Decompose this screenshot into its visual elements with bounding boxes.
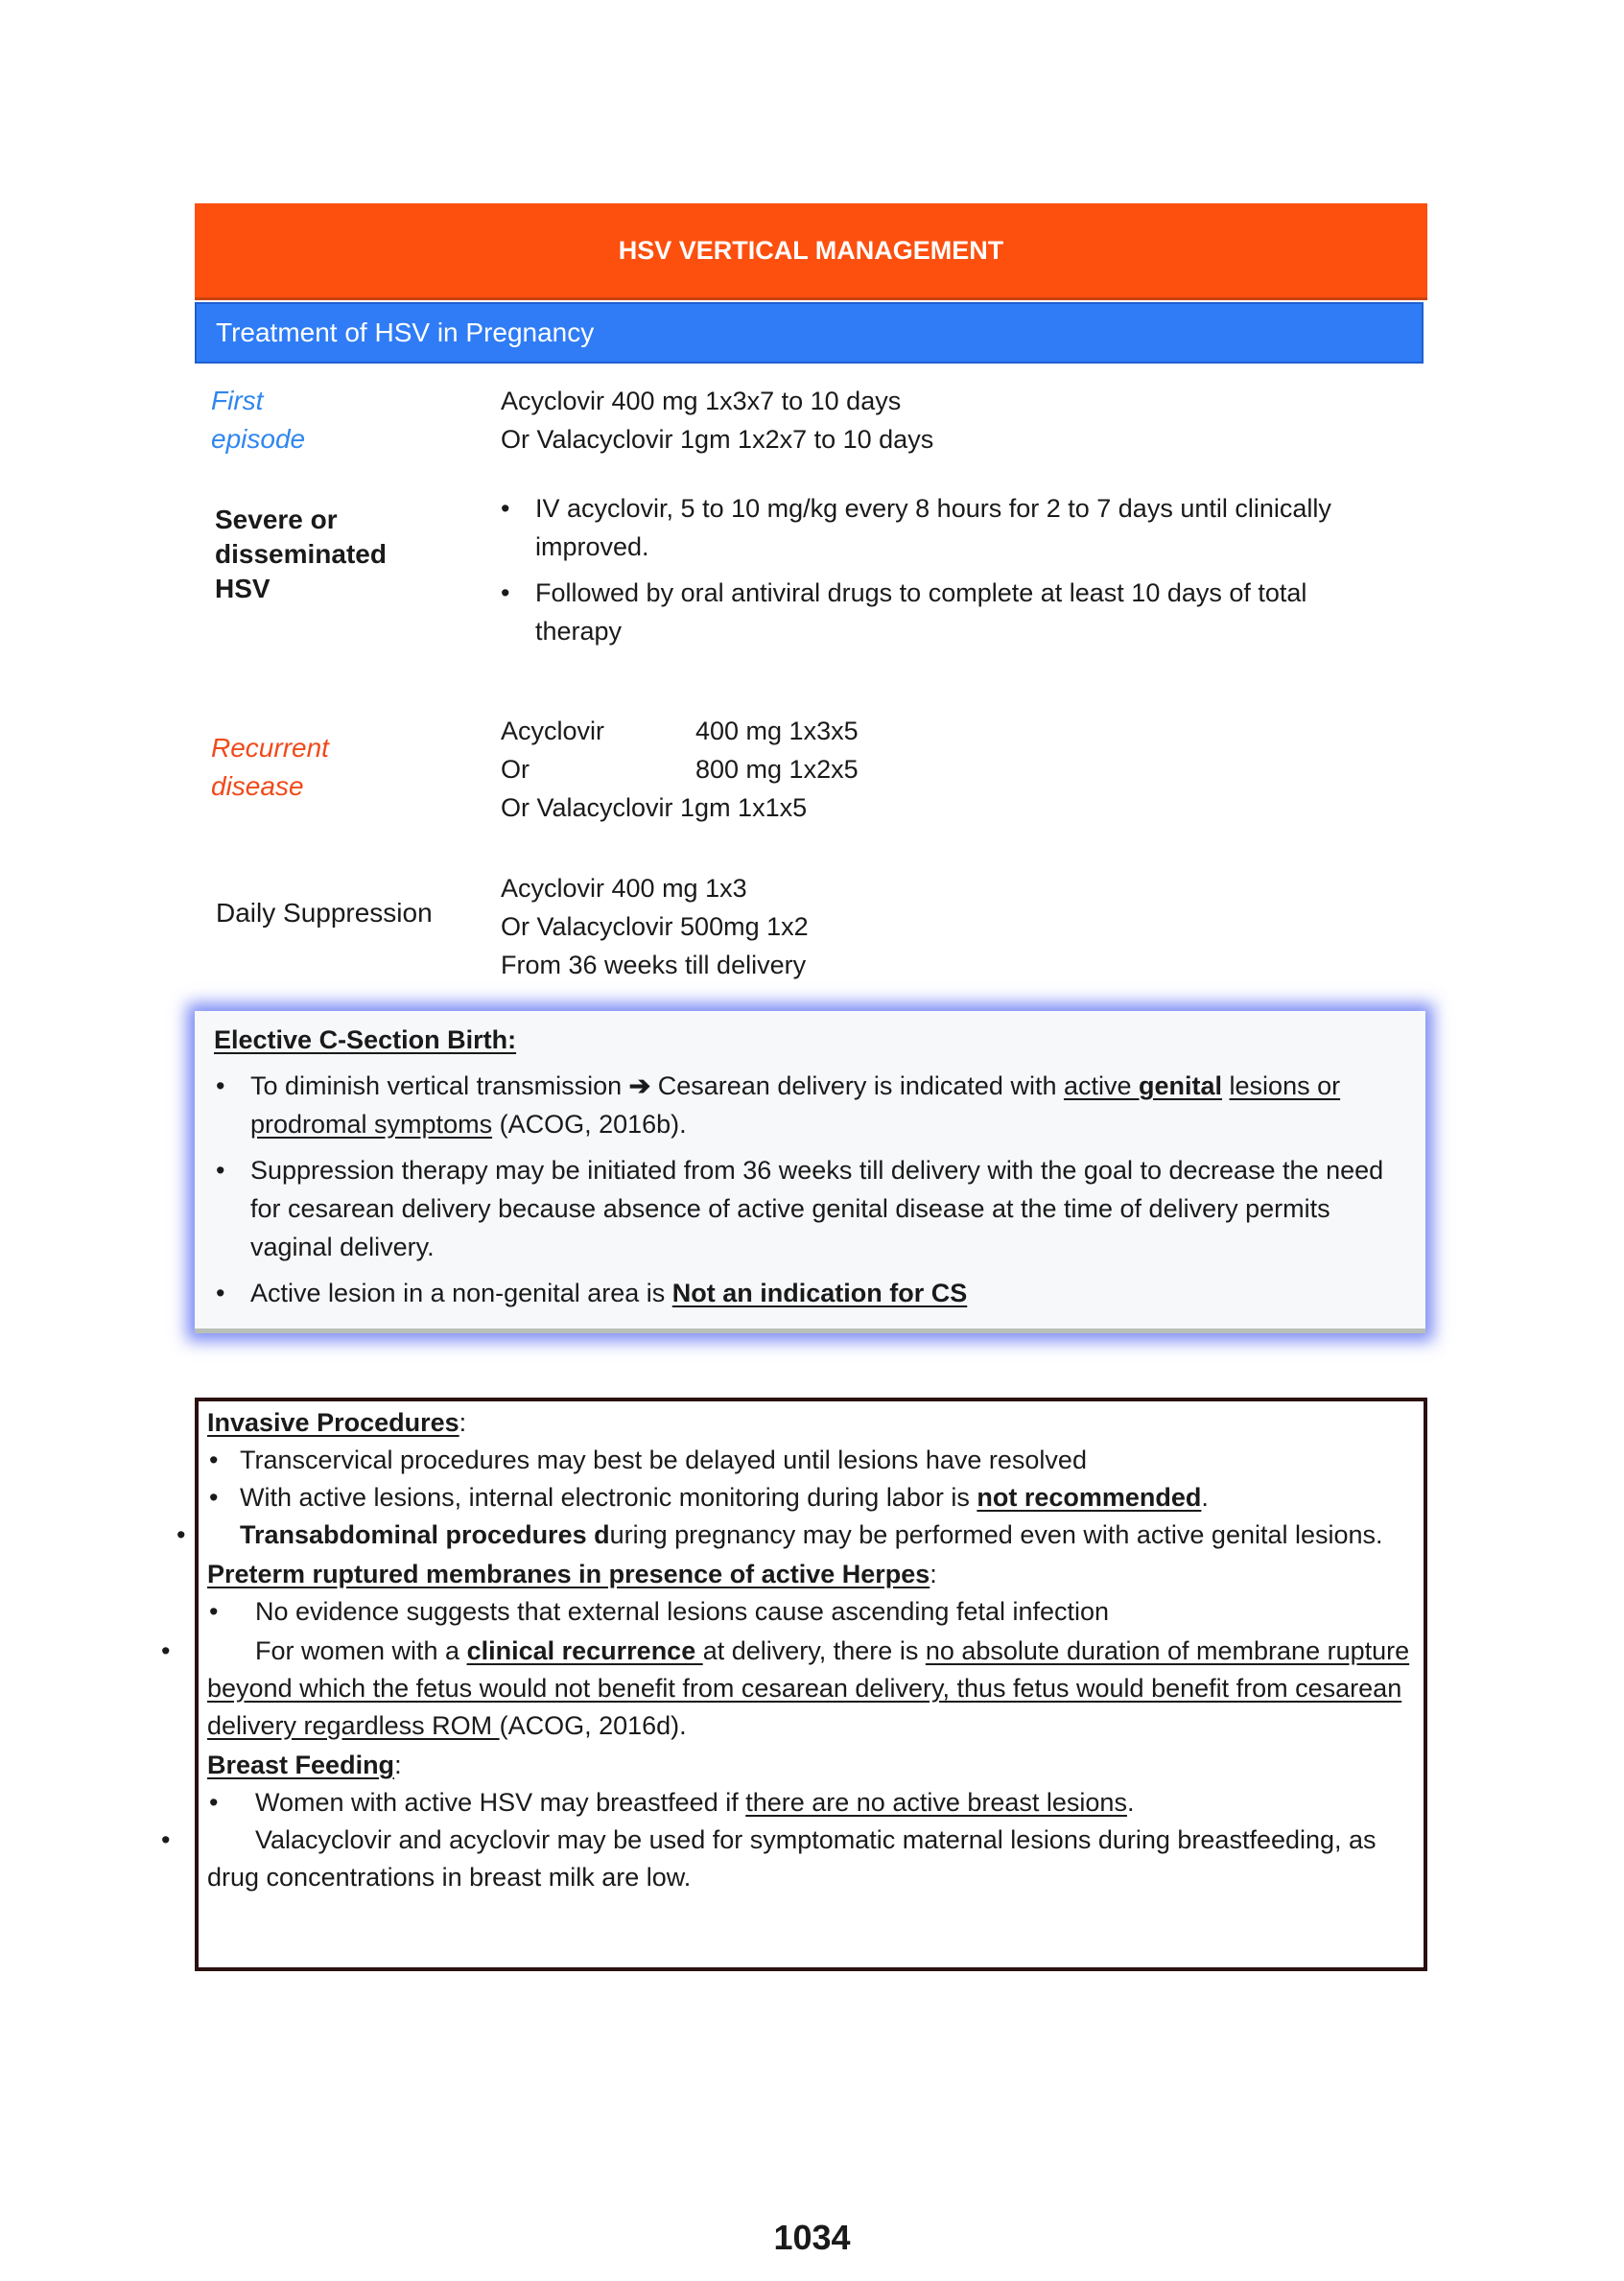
breastfeeding-title: Breast Feeding: bbox=[207, 1751, 402, 1779]
text-run: (ACOG, 2016d). bbox=[499, 1711, 687, 1740]
severe-regimen bbox=[499, 489, 1381, 650]
text-run: at delivery, there is bbox=[702, 1636, 926, 1665]
page-number: 1034 bbox=[773, 2218, 851, 2257]
regimen-line: Or Valacyclovir 500mg 1x2 bbox=[501, 912, 809, 941]
suppression-label: Daily Suppression bbox=[216, 898, 433, 928]
prom-list bbox=[207, 1593, 1415, 1631]
list-item bbox=[214, 1067, 1406, 1143]
label-line: First bbox=[211, 386, 264, 415]
invasive-list bbox=[207, 1442, 1415, 1517]
text-run: Active lesion in a non-genital area is bbox=[250, 1279, 672, 1307]
emphasized-text: lesions or prodromal symptoms bbox=[250, 1071, 1341, 1139]
arrow-right-icon: ➔ bbox=[628, 1071, 651, 1100]
breastfeeding-list bbox=[207, 1784, 1415, 1822]
list-item: • With active lesions, internal electronic monitoring during labor is not recommended. bbox=[207, 1479, 1415, 1517]
elective-csection-box bbox=[195, 1011, 1425, 1333]
suppression-regimen bbox=[501, 869, 809, 984]
label-line: disease bbox=[211, 771, 304, 801]
list-item bbox=[214, 1274, 1406, 1312]
text-run: For women with a bbox=[255, 1636, 467, 1665]
emphasized-text: Elective C-Section Birth: bbox=[214, 1025, 517, 1054]
regimen-line: From 36 weeks till delivery bbox=[501, 951, 807, 979]
text-run: • bbox=[161, 1636, 171, 1665]
first-episode-regimen bbox=[501, 382, 933, 459]
dose: 800 mg 1x2x5 bbox=[695, 755, 859, 784]
list-item: • Transcervical procedures may best be delayed until lesions have resolved bbox=[207, 1442, 1415, 1479]
emphasized-text: active bbox=[1063, 1071, 1140, 1100]
text-run: Women with active HSV may breastfeed if bbox=[255, 1788, 746, 1817]
emphasized-text: no absolute duration of membrane rupture beyond which the fetus would not benefit from cesarean delivery, thus fetus would benefit from cesarean delivery regardless ROM bbox=[207, 1636, 1410, 1740]
or-text: Or bbox=[501, 755, 530, 784]
first-episode-label bbox=[211, 382, 305, 459]
list-item bbox=[161, 1633, 1415, 1745]
text-run: Valacyclovir and acyclovir may be used for symptomatic maternal lesions during breastfeeding, as drug concentrations in breast milk are low. bbox=[207, 1825, 1377, 1892]
emphasized-text: genital bbox=[1139, 1071, 1223, 1100]
text-run: • bbox=[161, 1825, 171, 1854]
list-item: • IV acyclovir, 5 to 10 mg/kg every 8 hours for 2 to 7 days until clinically improved. bbox=[499, 489, 1381, 566]
section-subheader: Treatment of HSV in Pregnancy bbox=[195, 302, 1424, 364]
prom-title: Preterm ruptured membranes in presence of active Herpes: bbox=[207, 1560, 937, 1588]
list-item: • No evidence suggests that external lesions cause ascending fetal infection bbox=[207, 1593, 1415, 1631]
label-line: Severe or bbox=[215, 505, 338, 534]
recurrent-regimen bbox=[501, 712, 859, 827]
label-line: Recurrent bbox=[211, 733, 329, 763]
section-header: HSV VERTICAL MANAGEMENT bbox=[195, 203, 1427, 300]
label-line: episode bbox=[211, 424, 306, 454]
list-item bbox=[177, 1517, 1415, 1554]
drug-name: Acyclovir bbox=[501, 717, 605, 745]
text-run: (ACOG, 2016b). bbox=[492, 1110, 687, 1139]
regimen-line: Acyclovir 400 mg 1x3x7 to 10 days bbox=[501, 387, 902, 415]
emphasized-text: Breast Feeding bbox=[207, 1751, 395, 1779]
list-item: • Suppression therapy may be initiated from 36 weeks till delivery with the goal to decrease the need for cesarean delivery because absence of active genital disease at the time of delivery permits vaginal delivery. bbox=[214, 1151, 1406, 1266]
text-run: . bbox=[1126, 1788, 1135, 1817]
regimen-line: Acyclovir 400 mg 1x3 bbox=[501, 874, 747, 903]
text-run: uring pregnancy may be performed even with active genital lesions. bbox=[609, 1520, 1383, 1549]
list-item bbox=[161, 1822, 1415, 1896]
emphasized-text: not recommended bbox=[977, 1483, 1202, 1512]
label-line: HSV bbox=[215, 574, 271, 603]
emphasized-text: clinical recurrence bbox=[466, 1636, 703, 1665]
text-run: • bbox=[177, 1520, 186, 1549]
elective-title bbox=[214, 1021, 1406, 1059]
text-run: To diminish vertical transmission bbox=[250, 1071, 629, 1100]
invasive-procedures-box bbox=[161, 1398, 1427, 1971]
text-run: With active lesions, internal electronic monitoring during labor is bbox=[240, 1483, 977, 1512]
emphasized-text: Not an indication for CS bbox=[671, 1279, 968, 1307]
emphasized-text: Invasive Procedures bbox=[207, 1408, 459, 1437]
elective-list bbox=[214, 1067, 1406, 1312]
text-run: Transabdominal procedures d bbox=[240, 1520, 610, 1549]
severe-label bbox=[215, 503, 387, 606]
list-item: • Followed by oral antiviral drugs to complete at least 10 days of total therapy bbox=[499, 574, 1381, 650]
regimen-line: Or Valacyclovir 1gm 1x2x7 to 10 days bbox=[501, 425, 934, 454]
invasive-title: Invasive Procedures: bbox=[207, 1408, 467, 1437]
list-item bbox=[207, 1784, 1415, 1822]
regimen-line: Or Valacyclovir 1gm 1x1x5 bbox=[501, 793, 808, 822]
emphasized-text: Preterm ruptured membranes in presence of active Herpes bbox=[207, 1560, 930, 1588]
dose: 400 mg 1x3x5 bbox=[695, 717, 859, 745]
text-run: Cesarean delivery is indicated with bbox=[650, 1071, 1064, 1100]
recurrent-label bbox=[211, 729, 329, 806]
label-line: disseminated bbox=[215, 539, 387, 569]
emphasized-text: there are no active breast lesions bbox=[745, 1788, 1127, 1817]
